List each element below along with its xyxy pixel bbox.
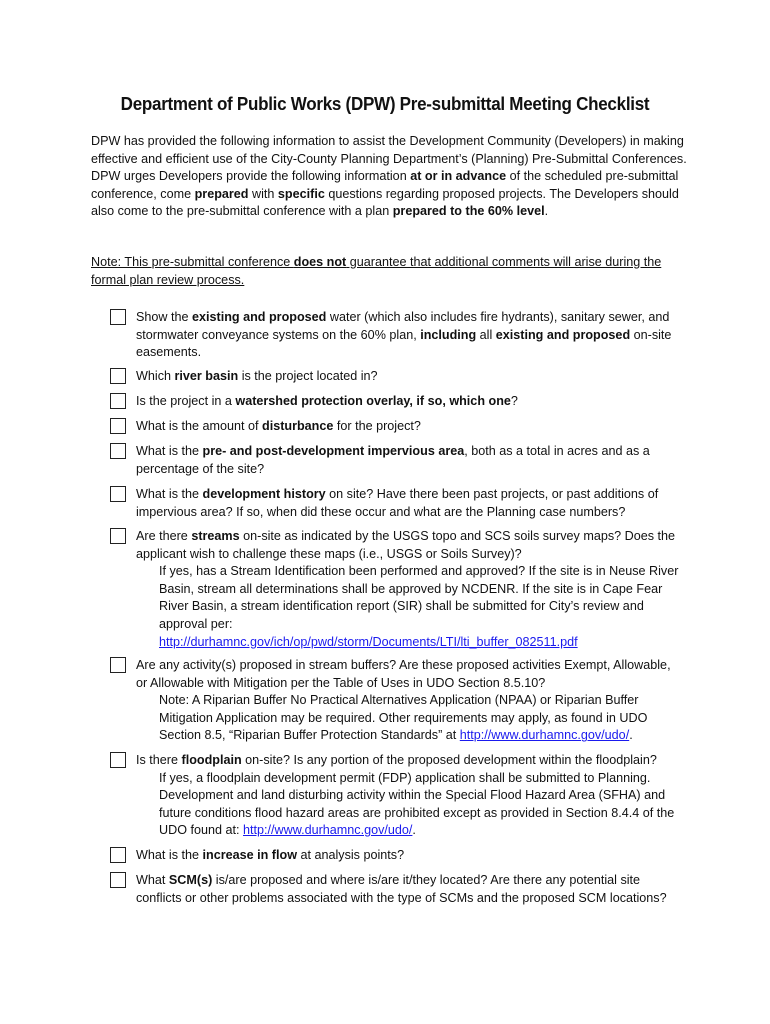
udo-link[interactable]: http://www.durhamnc.gov/udo/ [459,728,630,743]
checklist-item-impervious-area [110,443,680,478]
udo-link[interactable]: http://www.durhamnc.gov/udo/ [243,823,413,838]
checklist-item-development-history [110,486,680,521]
checklist-item-text: What is the development history on site? Have there been past projects, or past additions of impervious area? If so, when did these occur and what are the Planning case numbers? [136,487,659,519]
checkbox[interactable] [110,486,126,502]
intro-text: DPW has provided the following information to assist the Development Community (Developers) in making effective and efficient use of the City-County Planning Department’s (Planning) Pre-Submittal Conferences. DPW urges Developers provide the following information [91,134,687,184]
note-text: guarantee that additional comments will arise during the formal plan review process. [91,255,662,287]
checkbox[interactable] [110,443,126,459]
checklist-item-subtext: If yes, has a Stream Identification been performed and approved? If the site is in Neuse River Basin, stream all determinations shall be approved by NCDENR. If the site is in Cape Fear River Basin, a stream identification report (SIR) shall be submitted for City’s review and approval per: http://durhamnc.gov/ich/op/pwd/storm/Documents/LTI/lti_buffer_082511.pdf [159,564,679,649]
checklist-item-streams [110,528,680,651]
checklist-item-increase-in-flow [110,847,680,865]
checkbox[interactable] [110,393,126,409]
checklist-item-text: What is the increase in flow at analysis points? [136,848,405,862]
checklist-item-text: What SCM(s) is/are proposed and where is/are it/they located? Are there any potential site conflicts or other problems associated with the type of SCMs and the proposed SCM locations? [136,873,667,905]
intro-bold: specific [277,186,325,201]
checkbox[interactable] [110,752,126,768]
intro-text: with [248,186,278,201]
checklist-item-existing-proposed [110,309,680,362]
checklist-item-text: Is there floodplain on-site? Is any portion of the proposed development within the floodplain? [136,753,657,767]
intro-text: of the scheduled pre-submittal conference, come [91,169,679,201]
checkbox[interactable] [110,528,126,544]
checklist-item-disturbance [110,418,680,436]
checklist-item-subtext: If yes, a floodplain development permit (FDP) application shall be submitted to Planning. Development and land disturbing activity within the Special Flood Hazard Area (SFHA) and future conditions flood hazard areas are prohibited except as provided in Section 8.4.4 of the UDO found at: http://www.durhamnc.gov/udo/. [159,770,675,838]
note-bold: does not [293,255,347,269]
intro-bold: at or in advance [410,169,507,184]
checkbox[interactable] [110,847,126,863]
intro-bold: prepared [194,186,249,201]
checklist-item-stream-buffers [110,657,680,745]
checklist-item-river-basin [110,368,680,386]
checkbox[interactable] [110,657,126,673]
page-title: Department of Public Works (DPW) Pre-submittal Meeting Checklist [120,93,650,114]
intro-text: . [544,204,549,219]
checkbox[interactable] [110,872,126,888]
checklist-item-subtext: Note: A Riparian Buffer No Practical Alternatives Application (NPAA) or Riparian Buffer Mitigation Application may be required. Other requirements may apply, as found in UDO Section 8.5, “Riparian Buffer Protection Standards” at http://www.durhamnc.gov/udo/. [159,693,648,743]
checklist-item-watershed [110,393,680,411]
checklist-item-text: What is the amount of disturbance for the project? [136,419,421,433]
intro-text: questions regarding proposed projects. The Developers should also come to the pre-submittal conference with a plan [91,186,679,219]
checklist-item-text: Are any activity(s) proposed in stream buffers? Are these proposed activities Exempt, Allowable, or Allowable with Mitigation per the Table of Uses in UDO Section 8.5.10? [136,658,671,690]
checklist-item-text: Which river basin is the project located in? [136,369,378,383]
intro-paragraph [91,133,687,221]
stream-buffer-link[interactable]: http://durhamnc.gov/ich/op/pwd/storm/Documents/LTI/lti_buffer_082511.pdf [159,634,578,649]
checklist-item-text: What is the pre- and post-development impervious area, both as a total in acres and as a percentage of the site? [136,444,650,476]
checklist-item-scm [110,872,680,907]
note-paragraph [91,254,687,289]
note-text: Note: This pre-submittal conference [91,255,294,269]
checkbox[interactable] [110,418,126,434]
checklist-item-text: Show the existing and proposed water (which also includes fire hydrants), sanitary sewer, and stormwater conveyance systems on the 60% plan, including all existing and proposed on-site easements. [136,310,672,360]
checkbox[interactable] [110,368,126,384]
checklist-item-floodplain [110,752,680,840]
checklist-item-text: Are there streams on-site as indicated by the USGS topo and SCS soils survey maps? Does the applicant wish to challenge these maps (i.e., USGS or Soils Survey)? [136,529,676,561]
checkbox[interactable] [110,309,126,325]
intro-bold: prepared to the 60% level [392,204,545,219]
checklist-item-text: Is the project in a watershed protection overlay, if so, which one? [136,394,518,408]
